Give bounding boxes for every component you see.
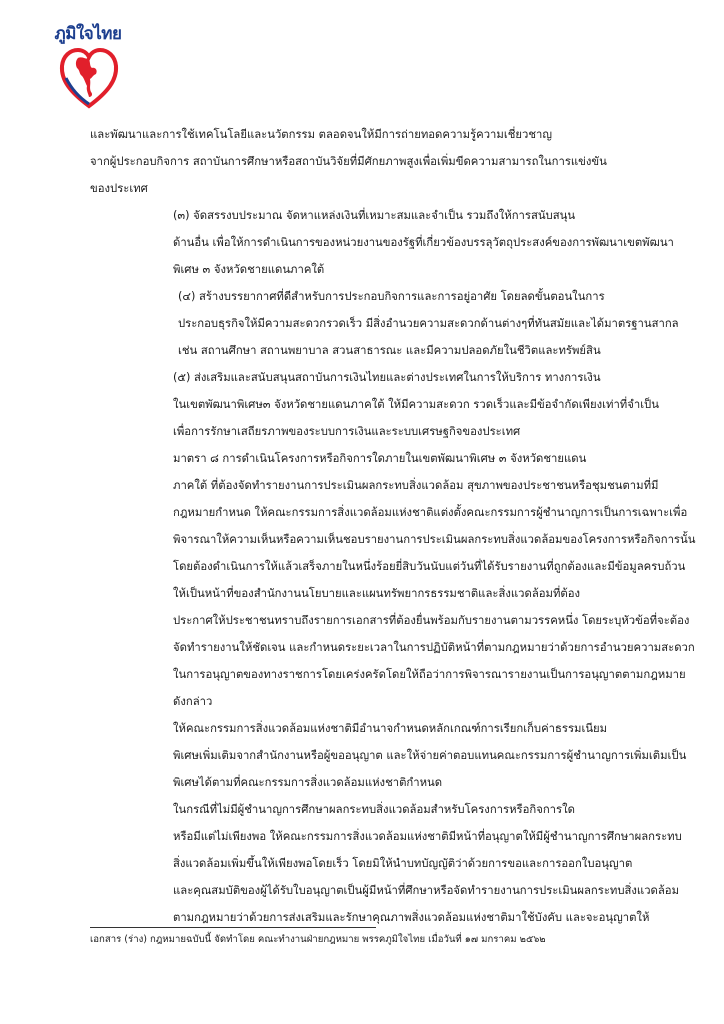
text-line: เช่น สถานศึกษา สถานพยาบาล สวนสาธารณะ และมีความปลอดภัยในชีวิตและทรัพย์สิน <box>178 344 601 357</box>
text-line: จัดทำรายงานให้ชัดเจน และกำหนดระยะเวลาในการปฏิบัติหน้าที่ตามกฎหมายว่าด้วยการอำนวยความสะดวก <box>173 641 695 654</box>
text-line: และคุณสมบัติของผู้ได้รับใบอนุญาตเป็นผู้มีหน้าที่ศึกษาหรือจัดทำรายงานการประเมินผลกระทบสิ่งแวดล้อม <box>173 884 680 897</box>
text-line: ให้เป็นหน้าที่ของสำนักงานนโยบายและแผนทรัพยากรธรรมชาติและสิ่งแวดล้อมที่ต้อง <box>173 587 581 600</box>
paragraph-item-4 <box>90 283 679 364</box>
footnote-divider <box>90 927 376 928</box>
text-line: พิเศษ ๓ จังหวัดชายแดนภาคใต้ <box>173 263 325 276</box>
text-line: จากผู้ประกอบกิจการ สถาบันการศึกษาหรือสถาบันวิจัยที่มีศักยภาพสูงเพื่อเพิ่มขีดความสามารถในการแข่งขัน <box>90 155 607 168</box>
paragraph-fees <box>90 715 687 796</box>
paragraph-section-8 <box>90 445 696 580</box>
text-line: ประกอบธุรกิจให้มีความสะดวกรวดเร็ว มีสิ่งอำนวยความสะดวกด้านต่างๆที่ทันสมัยและได้มาตรฐานสากล <box>178 317 679 330</box>
paragraph-item-3 <box>90 202 674 283</box>
text-line: พิเศษได้ตามที่คณะกรรมการสิ่งแวดล้อมแห่งชาติกำหนด <box>173 776 443 789</box>
text-line: ในเขตพัฒนาพิเศษ๓ จังหวัดชายแดนภาคใต้ ให้มีความสะดวก รวดเร็วและมีข้อจำกัดเพียงเท่าที่จำเป็น <box>173 398 659 411</box>
text-line: พิเศษเพิ่มเติมจากสำนักงานหรือผู้ขออนุญาต และให้จ่ายค่าตอบแทนคณะกรรมการผู้ชำนาญการเพิ่มเติมเป็น <box>173 749 687 762</box>
text-line: สิ่งแวดล้อมเพิ่มขึ้นให้เพียงพอโดยเร็ว โดยมิให้นำบทบัญญัติว่าด้วยการขอและการออกใบอนุญาต <box>173 857 633 870</box>
party-logo <box>48 20 128 112</box>
text-line: ประกาศให้ประชาชนทราบถึงรายการเอกสารที่ต้องยื่นพร้อมกับรายงานตามวรรคหนึ่ง โดยระบุหัวข้อที่จะต้อง <box>173 614 690 627</box>
paragraph-experts <box>90 796 682 931</box>
text-line: ภาคใต้ ที่ต้องจัดทำรายงานการประเมินผลกระทบสิ่งแวดล้อม สุขภาพของประชาชนหรือชุมชนตามที่มี <box>173 479 659 492</box>
paragraph-office-duty <box>90 580 695 715</box>
text-line: ดังกล่าว <box>173 695 213 708</box>
paragraph-intro <box>90 121 648 202</box>
footnote: เอกสาร (ร่าง) กฎหมายฉบับนี้ จัดทำโดย คณะทำงานฝ่ายกฎหมาย พรรคภูมิใจไทย เมื่อวันที่ ๑๗ มกราคม ๒๕๖๒ <box>90 934 546 945</box>
text-line: มาตรา ๘ การดำเนินโครงการหรือกิจการใดภายในเขตพัฒนาพิเศษ ๓ จังหวัดชายแดน <box>173 452 587 465</box>
text-line: (๓) จัดสรรงบประมาณ จัดหาแหล่งเงินที่เหมาะสมและจำเป็น รวมถึงให้การสนับสนุน <box>173 209 576 222</box>
text-line: ของประเทศ <box>90 182 148 195</box>
text-line: ในการอนุญาตของทางราชการโดยเคร่งครัดโดยให้ถือว่าการพิจารณารายงานเป็นการอนุญาตตามกฎหมาย <box>173 668 686 681</box>
text-line: (๕) ส่งเสริมและสนับสนุนสถาบันการเงินไทยและต่างประเทศในการให้บริการ ทางการเงิน <box>173 371 601 384</box>
logo-wordmark: ภูมิใจไทย <box>54 24 122 44</box>
paragraph-item-5 <box>90 364 659 445</box>
text-line: กฎหมายกำหนด ให้คณะกรรมการสิ่งแวดล้อมแห่งชาติแต่งตั้งคณะกรรมการผู้ชำนาญการเป็นการเฉพาะเพื่อ <box>173 506 688 519</box>
heart-map-icon <box>58 44 120 110</box>
text-line: และพัฒนาและการใช้เทคโนโลยีและนวัตกรรม ตลอดจนให้มีการถ่ายทอดความรู้ความเชี่ยวชาญ <box>90 128 552 141</box>
text-line: เพื่อการรักษาเสถียรภาพของระบบการเงินและระบบเศรษฐกิจของประเทศ <box>173 425 521 438</box>
text-line: หรือมีแต่ไม่เพียงพอ ให้คณะกรรมการสิ่งแวดล้อมแห่งชาติมีหน้าที่อนุญาตให้มีผู้ชำนาญการศึกษาผลกระทบ <box>173 830 682 843</box>
text-line: ให้คณะกรรมการสิ่งแวดล้อมแห่งชาติมีอำนาจกำหนดหลักเกณฑ์การเรียกเก็บค่าธรรมเนียม <box>173 722 608 735</box>
text-line: ในกรณีที่ไม่มีผู้ชำนาญการศึกษาผลกระทบสิ่งแวดล้อมสำหรับโครงการหรือกิจการใด <box>173 803 575 816</box>
text-line: (๔) สร้างบรรยากาศที่ดีสำหรับการประกอบกิจการและการอยู่อาศัย โดยลดขั้นตอนในการ <box>178 290 605 303</box>
text-line: พิจารณาให้ความเห็นหรือความเห็นชอบรายงานการประเมินผลกระทบสิ่งแวดล้อมของโครงการหรือกิจการนั้น <box>173 533 696 546</box>
document-body <box>90 121 696 931</box>
text-line: โดยต้องดำเนินการให้แล้วเสร็จภายในหนึ่งร้อยยี่สิบวันนับแต่วันที่ได้รับรายงานที่ถูกต้องและมีข้อมูลครบถ้วน <box>173 560 686 573</box>
text-line: ตามกฎหมายว่าด้วยการส่งเสริมและรักษาคุณภาพสิ่งแวดล้อมแห่งชาติมาใช้บังคับ และจะอนุญาตให้ <box>173 911 650 924</box>
text-line: ด้านอื่น เพื่อให้การดำเนินการของหน่วยงานของรัฐที่เกี่ยวข้องบรรลุวัตถุประสงค์ของการพัฒนาเขตพัฒนา <box>173 236 674 249</box>
